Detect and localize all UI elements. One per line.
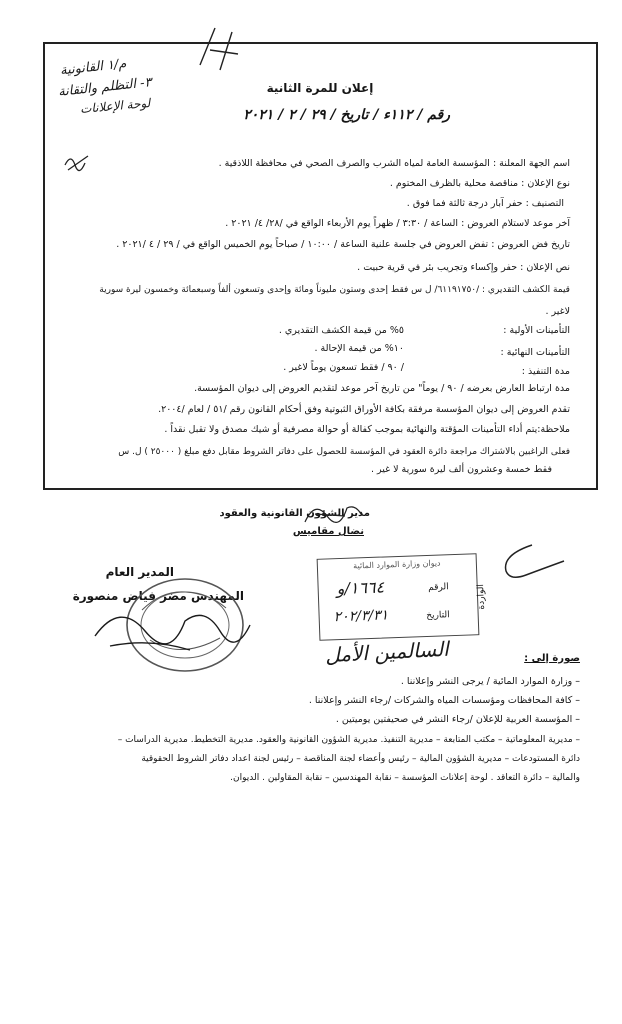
stamp-number-value: ١٦٦٤/و: [336, 577, 385, 599]
stamp-date-label: التاريخ: [426, 610, 450, 622]
opening-line: تاريخ فض العروض : تفض العروض في جلسة علنية الساعة / ١٠:٠٠ / صباحاً يوم الخميس الواقع في / ٢٩ / ٤ /٢٠٢١ .: [116, 239, 570, 250]
legal-director-name: نضال مقاميس: [292, 526, 364, 537]
estimate-line-2: لاغير .: [545, 306, 570, 317]
general-manager-signature: [90, 596, 260, 656]
receiver-signature: [492, 540, 572, 590]
stamp-side-label: الواردة: [475, 583, 487, 610]
distribution-item: – المؤسسة العربية للإعلان /رجاء النشر في صحيفتين يوميتين .: [335, 714, 580, 725]
announcement-title: إعلان للمرة الثانية: [266, 81, 374, 95]
distribution-item: – وزارة الموارد المائية / يرجى النشر وإعلاننا .: [400, 676, 580, 687]
final-insurance-label: التأمينات النهائية :: [500, 347, 570, 358]
type-line: نوع الإعلان : مناقصة محلية بالظرف المختوم .: [389, 178, 570, 189]
stamp-number-label: الرقم: [428, 582, 449, 593]
stamp-header: ديوان وزارة الموارد المائية: [353, 558, 441, 571]
classification-line: التصنيف : حفر آبار درجة ثالثة فما فوق .: [406, 198, 564, 209]
bid-validity-line: مدة ارتباط العارض بعرضه / ٩٠ / يوماً" من تاريخ آخر موعد لتقديم العروض إلى ديوان المؤسسة.: [194, 383, 570, 394]
stamp-handwriting: السالمين الأمل: [324, 636, 450, 668]
execution-value: / ٩٠ / فقط تسعون يوماً لاغير .: [283, 362, 404, 373]
reference-line: رقم / ١١٢ء / تاريخ / ٢٩ / ٢ / ٢٠٢١: [243, 107, 450, 123]
subject-line: نص الإعلان : حفر وإكساء وتجريب بئر في قرية حبيت .: [357, 262, 570, 273]
terms-line-1: فعلى الراغبين بالاشتراك مراجعة دائرة العقود في المؤسسة للحصول على دفاتر الشروط مقابل دفع مبلغ ( ٢٥٠٠٠ ) ل. س: [118, 447, 570, 457]
general-manager-name: المهندس مضر فياض منصورة: [72, 589, 244, 603]
submission-line: تقدم العروض إلى ديوان المؤسسة مرفقة بكافة الأوراق الثبوتية وفق أحكام القانون رقم /٥١ / لعام /٢٠٠٤.: [158, 404, 570, 415]
distribution-item: – كافة المحافظات ومؤسسات المياه والشركات /رجاء النشر وإعلاننا .: [308, 695, 580, 706]
distribution-item: – مديرية المعلوماتية – مكتب المتابعة – مديرية التنفيذ. مديرية الشؤون القانونية والعقود. مديرية التخطيط. مديرية الدراسات –: [117, 735, 580, 745]
note-line: ملاحظة:يتم أداء التأمينات المؤقتة والنهائية بموجب كفالة أو حوالة مصرفية أو شيك مصدق ولا تقبل نقداً .: [164, 424, 570, 435]
legal-director-title: مدير الشؤون القانونية والعقود: [219, 508, 370, 519]
distribution-item: دائرة المستودعات – مديرية الشؤون المالية – رئيس وأعضاء لجنة المناقصة – رئيس لجنة اعداد دفاتر الشروط الحقوقية: [141, 754, 580, 764]
incoming-stamp: [317, 553, 487, 641]
final-insurance-value: ١٠% من قيمة الإحالة .: [314, 343, 404, 354]
legal-director-signature: [300, 494, 380, 534]
estimate-line-1: قيمة الكشف التقديري : /٦١١٩١٧٥٠/ ل س فقط إحدى وستون مليوناً ومائة وإحدى وتسعون ألفاً وسبعمائة وخمسون ليرة سورية: [99, 285, 570, 295]
handwritten-note-3: لوحة الإعلانات: [79, 95, 151, 117]
distribution-title: صورة إلى :: [524, 653, 580, 664]
handwritten-note-1: م/١ القانونية: [59, 56, 128, 79]
distribution-item: والمالية – دائرة التعاقد . لوحة إعلانات المؤسسة – نقابة المهندسين – نقابة المقاولين . الديوان.: [230, 773, 580, 783]
handwritten-note-2: ٣- التظلم والتقانة: [57, 75, 153, 100]
execution-label: مدة التنفيذ :: [521, 366, 570, 377]
initial-insurance-label: التأمينات الأولية :: [503, 325, 570, 336]
stamp-date-value: ٢٠٢/٣/٣١: [333, 607, 389, 626]
initial-insurance-value: ٥% من قيمة الكشف التقديري .: [278, 325, 404, 336]
issuer-line: اسم الجهة المعلنة : المؤسسة العامة لمياه الشرب والصرف الصحي في محافظة اللاذقية .: [218, 158, 570, 169]
handwritten-scribble: [190, 20, 250, 80]
terms-line-2: فقط خمسة وعشرون ألف ليرة سورية لا غير .: [370, 464, 552, 475]
handwritten-margin-mark: [60, 140, 100, 180]
deadline-line: آخر موعد لاستلام العروض : الساعة / ٣:٣٠ / ظهراً يوم الأربعاء الواقع في /٢٨/ ٤/ ٢٠٢١ .: [225, 218, 570, 229]
general-manager-title: المدير العام: [105, 565, 174, 579]
